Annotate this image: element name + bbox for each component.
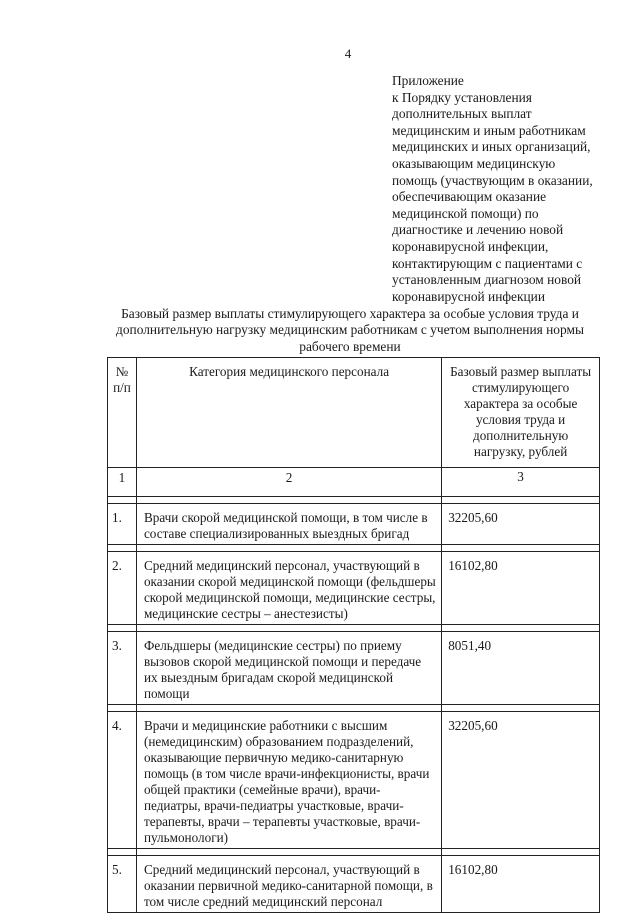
- appendix-line: обеспечивающим оказание: [392, 189, 547, 205]
- row-amount: 8051,40: [442, 632, 600, 705]
- row-category: Врачи и медицинские работники с высшим (немедицинским) образованием подразделений, оказывающие первичную медико-санитарную помощь (в том числе врачи-инфекционисты, врачи общей практики (семейные врачи), врачи-педиатры, врачи-педиатры участковые, врачи-терапевты, врачи – терапевты участковые, врачи-пульмонологи): [136, 712, 441, 849]
- title-line: Базовый размер выплаты стимулирующего характера за особые условия труда и: [121, 306, 579, 321]
- row-number: 4.: [108, 712, 137, 849]
- table-row: [108, 856, 600, 913]
- column-index: 1: [108, 468, 137, 497]
- appendix-line: помощь (участвующим в оказании,: [392, 172, 593, 188]
- row-number: 1.: [108, 504, 137, 545]
- header-amount: Базовый размер выплаты стимулирующего характера за особые условия труда и дополнительную нагрузку, рублей: [442, 358, 600, 468]
- column-index: 2: [136, 468, 441, 497]
- table-row: [108, 552, 600, 625]
- header-category: Категория медицинского персонала: [136, 358, 441, 468]
- row-number: 3.: [108, 632, 137, 705]
- appendix-line: медицинским и иным работникам: [392, 122, 586, 138]
- table-spacer: [108, 849, 600, 856]
- table-row: [108, 504, 600, 545]
- appendix-line: Приложение: [392, 73, 464, 88]
- appendix-line: коронавирусной инфекции,: [392, 238, 549, 254]
- row-number: 2.: [108, 552, 137, 625]
- appendix-line: установленным диагнозом новой: [392, 272, 582, 288]
- appendix-line: диагностике и лечению новой: [392, 222, 564, 238]
- row-category: Средний медицинский персонал, участвующий в оказании скорой медицинской помощи (фельдшеры скорой медицинской помощи, медицинские сестры, медицинские сестры – анестезисты): [136, 552, 441, 625]
- table-spacer: [108, 497, 600, 504]
- table-spacer: [108, 705, 600, 712]
- row-category: Средний медицинский персонал, участвующий в оказании первичной медико-санитарной помощи, в том числе средний медицинский персонал: [136, 856, 441, 913]
- appendix-line: оказывающим медицинскую: [392, 155, 556, 171]
- appendix-line: коронавирусной инфекции: [392, 288, 545, 304]
- row-amount: 32205,60: [442, 712, 600, 849]
- appendix-line: дополнительных выплат: [392, 106, 532, 122]
- header-number: № п/п: [108, 358, 137, 468]
- row-amount: 32205,60: [442, 504, 600, 545]
- appendix-line: медицинской помощи) по: [392, 205, 539, 221]
- row-number: 5.: [108, 856, 137, 913]
- row-amount: 16102,80: [442, 552, 600, 625]
- row-category: Врачи скорой медицинской помощи, в том числе в составе специализированных выездных бригад: [136, 504, 441, 545]
- table-row: [108, 632, 600, 705]
- table-spacer: [108, 625, 600, 632]
- appendix-line: к Порядку установления: [392, 89, 532, 105]
- table-row: [108, 712, 600, 849]
- column-index: 3: [442, 468, 600, 497]
- column-index-row: [108, 468, 600, 497]
- title-line: дополнительную нагрузку медицинским работникам с учетом выполнения нормы: [116, 322, 584, 338]
- payment-rates-table: [107, 357, 600, 913]
- title-line: рабочего времени: [299, 338, 401, 354]
- page-number: 4: [344, 46, 352, 61]
- appendix-block: [392, 73, 620, 305]
- appendix-line: медицинских и иных организаций,: [392, 139, 591, 155]
- row-amount: 16102,80: [442, 856, 600, 913]
- document-title: [100, 306, 600, 355]
- appendix-line: контактирующим с пациентами с: [392, 255, 583, 271]
- table-header-row: [108, 358, 600, 468]
- table-spacer: [108, 545, 600, 552]
- row-category: Фельдшеры (медицинские сестры) по приему вызовов скорой медицинской помощи и передаче их выездным бригадам скорой медицинской помощи: [136, 632, 441, 705]
